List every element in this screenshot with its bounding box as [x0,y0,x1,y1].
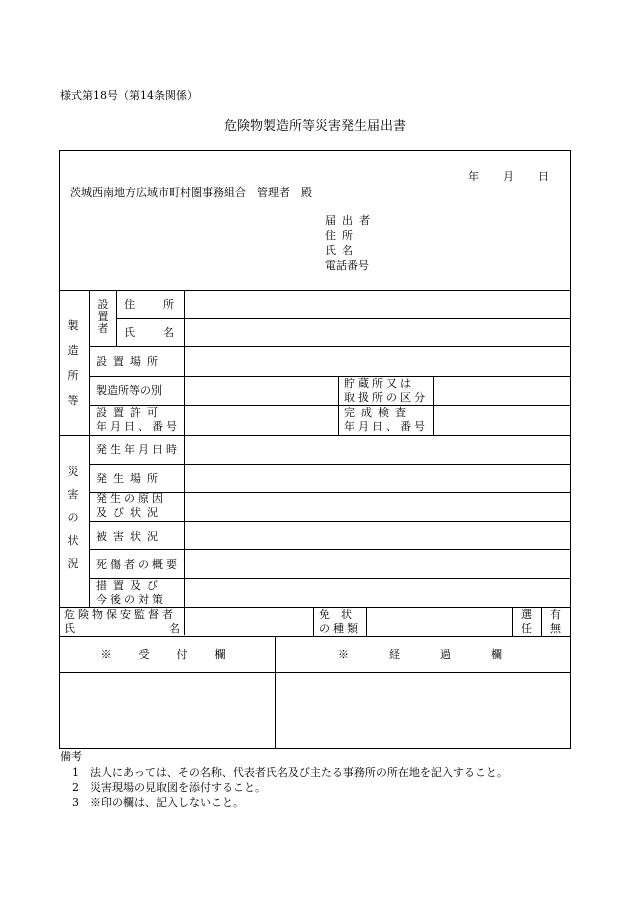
note-item: 1 法人にあっては、その名称、代表者氏名及び主たる事務所の所在地を記入すること。 [72,766,508,779]
installer-label: 設 置 者 [97,298,109,335]
location-label: 設置場所 [96,355,164,368]
yesno-label: 有 [550,608,561,621]
rule [366,607,367,636]
storage-class-label: 貯蔵所又は [344,377,414,390]
type-label: 製造所等の別 [96,384,162,397]
form-number: 様式第18号（第14条関係） [60,89,198,102]
cause-label-2: 及び状況 [96,506,164,519]
supervisor-label-2a: 氏 [64,622,75,635]
rule [59,636,571,637]
rule [433,376,434,435]
rule [59,435,571,436]
damage-label: 被害状況 [96,530,164,543]
disaster-group-label: 災 害 の 状 況 [67,465,79,570]
date-month: 月 [503,170,514,183]
place-label: 発生場所 [96,472,164,485]
supervisor-label-2b: 名 [169,622,180,635]
rule [89,549,571,550]
rule [89,290,90,607]
rule [59,290,571,291]
rule [89,521,571,522]
installer-name-label: 氏 名 [124,326,176,339]
rule [313,607,314,636]
rule [184,290,185,635]
measures-label: 措置及び [96,579,164,592]
casualties-label: 死傷者の概要 [96,558,180,571]
rule [541,607,542,636]
datetime-label: 発生年月日時 [96,443,180,456]
progress-header: ※ 経 過 欄 [338,648,508,661]
document-title: 危険物製造所等災害発生届出書 [223,119,406,134]
license-label-2: の種類 [319,622,361,635]
appointment-label-2: 任 [521,622,532,635]
inspection-label: 完成検査 [344,406,412,419]
inspection-label-2: 年月日、番号 [344,420,428,433]
rule [116,290,117,346]
license-label: 免 状 [319,608,352,621]
yesno-label-2: 無 [550,622,561,635]
reception-header: ※ 受 付 欄 [100,648,234,661]
permit-label: 設置許可 [96,406,164,419]
rule [89,376,571,377]
note-item: 3 ※印の欄は、記入しないこと。 [72,796,244,809]
rule [89,464,571,465]
notes-heading: 備考 [60,750,82,763]
notifier-address-label: 住所 [325,229,359,242]
cause-label: 発生の原因 [96,492,166,505]
rule [59,672,571,673]
date-day: 日 [538,170,549,183]
notifier-phone-label: 電話番号 [325,259,369,272]
installer-address-label: 住 所 [124,298,176,311]
notifier-name-label: 氏名 [325,244,359,257]
appointment-label: 選 [521,608,532,621]
permit-label-2: 年月日、番号 [96,420,180,433]
notifier-label: 届出者 [325,214,376,227]
rule [89,346,571,347]
rule [512,607,513,636]
date-year: 年 [468,170,479,183]
storage-class-label-2: 取扱所の区分 [344,391,428,404]
facility-group-label: 製 造 所 等 [67,319,79,407]
note-item: 2 災害現場の見取図を添付すること。 [72,781,266,794]
measures-label-2: 今後の対策 [96,593,166,606]
rule [338,376,339,435]
supervisor-label: 危険物保安監督者 [64,608,176,621]
addressee: 茨城西南地方広域市町村圏事務組合 管理者 殿 [70,186,312,199]
